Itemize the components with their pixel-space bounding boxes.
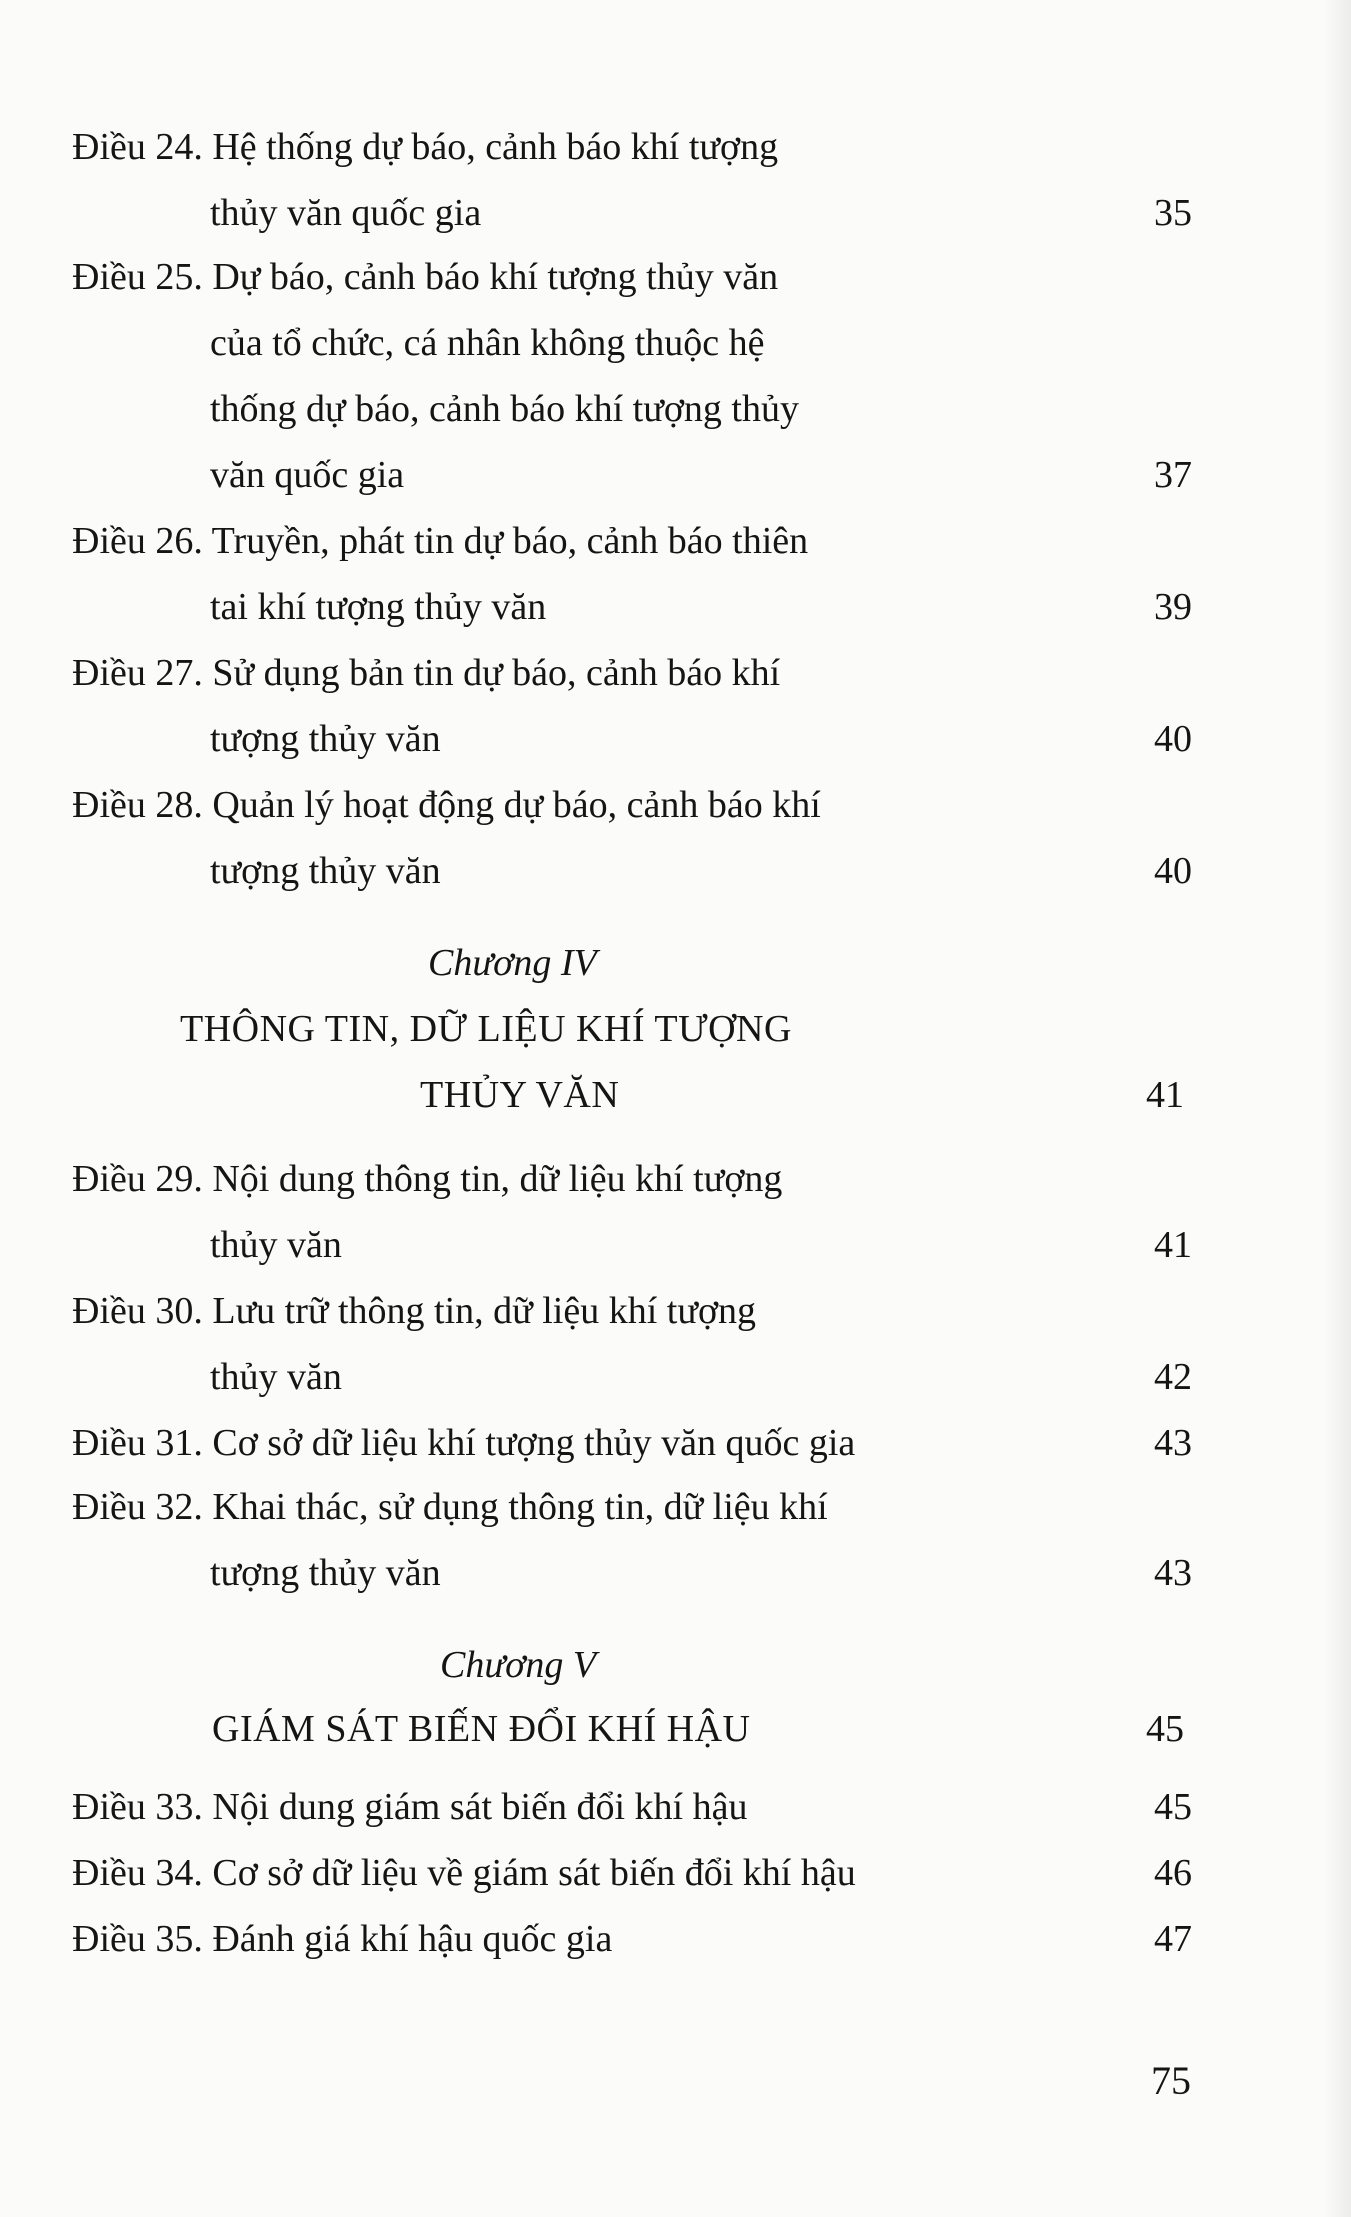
toc-entry-dieu-33: Điều 33. Nội dung giám sát biến đổi khí hậu 45: [72, 1786, 1192, 1828]
toc-entry-dieu-25-line-3: thống dự báo, cảnh báo khí tượng thủy: [210, 388, 799, 430]
toc-entry-dieu-34: Điều 34. Cơ sở dữ liệu về giám sát biến đổi khí hậu 46: [72, 1852, 1192, 1894]
page-number: 39: [1154, 586, 1192, 628]
chapter-5-page-number: 45: [1146, 1708, 1184, 1750]
chapter-4-page-number: 41: [1146, 1074, 1184, 1116]
toc-entry-dieu-32-line-2: tượng thủy văn 43: [210, 1552, 1192, 1594]
page-number: 35: [1154, 192, 1192, 234]
page-number: 42: [1154, 1356, 1192, 1398]
toc-entry-dieu-28-line-2: tượng thủy văn 40: [210, 850, 1192, 892]
toc-entry-dieu-28-line-1: Điều 28. Quản lý hoạt động dự báo, cảnh báo khí: [72, 784, 821, 826]
toc-entry-dieu-27-line-2: tượng thủy văn 40: [210, 718, 1192, 760]
toc-entry-dieu-26-line-2: tai khí tượng thủy văn 39: [210, 586, 1192, 628]
page-edge-shadow: [1323, 0, 1351, 2217]
page-number: 47: [1154, 1918, 1192, 1960]
toc-entry-dieu-29-line-1: Điều 29. Nội dung thông tin, dữ liệu khí tượng: [72, 1158, 783, 1200]
page-number: 40: [1154, 850, 1192, 892]
toc-entry-dieu-27-line-1: Điều 27. Sử dụng bản tin dự báo, cảnh báo khí: [72, 652, 781, 694]
page-number: 43: [1154, 1552, 1192, 1594]
page-number: 46: [1154, 1852, 1192, 1894]
toc-entry-dieu-30-line-1: Điều 30. Lưu trữ thông tin, dữ liệu khí tượng: [72, 1290, 757, 1332]
chapter-5-title: GIÁM SÁT BIẾN ĐỔI KHÍ HẬU: [212, 1708, 751, 1750]
page-number: 37: [1154, 454, 1192, 496]
toc-entry-dieu-24-line-1: Điều 24. Hệ thống dự báo, cảnh báo khí tượng: [72, 126, 779, 168]
chapter-5-label: Chương V: [440, 1644, 597, 1686]
toc-entry-dieu-26-line-1: Điều 26. Truyền, phát tin dự báo, cảnh báo thiên: [72, 520, 809, 562]
toc-entry-dieu-25-line-2: của tổ chức, cá nhân không thuộc hệ: [210, 322, 765, 364]
toc-entry-dieu-32-line-1: Điều 32. Khai thác, sử dụng thông tin, dữ liệu khí: [72, 1486, 828, 1528]
toc-entry-dieu-35: Điều 35. Đánh giá khí hậu quốc gia 47: [72, 1918, 1192, 1960]
page-number: 40: [1154, 718, 1192, 760]
toc-entry-dieu-24-line-2: thủy văn quốc gia 35: [210, 192, 1192, 234]
toc-entry-dieu-29-line-2: thủy văn 41: [210, 1224, 1192, 1266]
page-number: 41: [1154, 1224, 1192, 1266]
toc-entry-dieu-31: Điều 31. Cơ sở dữ liệu khí tượng thủy văn quốc gia 43: [72, 1422, 1192, 1464]
page-folio-number: 75: [1151, 2058, 1191, 2103]
page-number: 43: [1154, 1422, 1192, 1464]
chapter-4-title-line-1: THÔNG TIN, DỮ LIỆU KHÍ TƯỢNG: [180, 1008, 792, 1050]
chapter-4-label: Chương IV: [428, 942, 597, 984]
toc-entry-dieu-30-line-2: thủy văn 42: [210, 1356, 1192, 1398]
toc-entry-dieu-25-line-4: văn quốc gia 37: [210, 454, 1192, 496]
page-number: 45: [1154, 1786, 1192, 1828]
toc-entry-dieu-25-line-1: Điều 25. Dự báo, cảnh báo khí tượng thủy văn: [72, 256, 779, 298]
chapter-4-title-line-2: THỦY VĂN: [420, 1074, 620, 1116]
